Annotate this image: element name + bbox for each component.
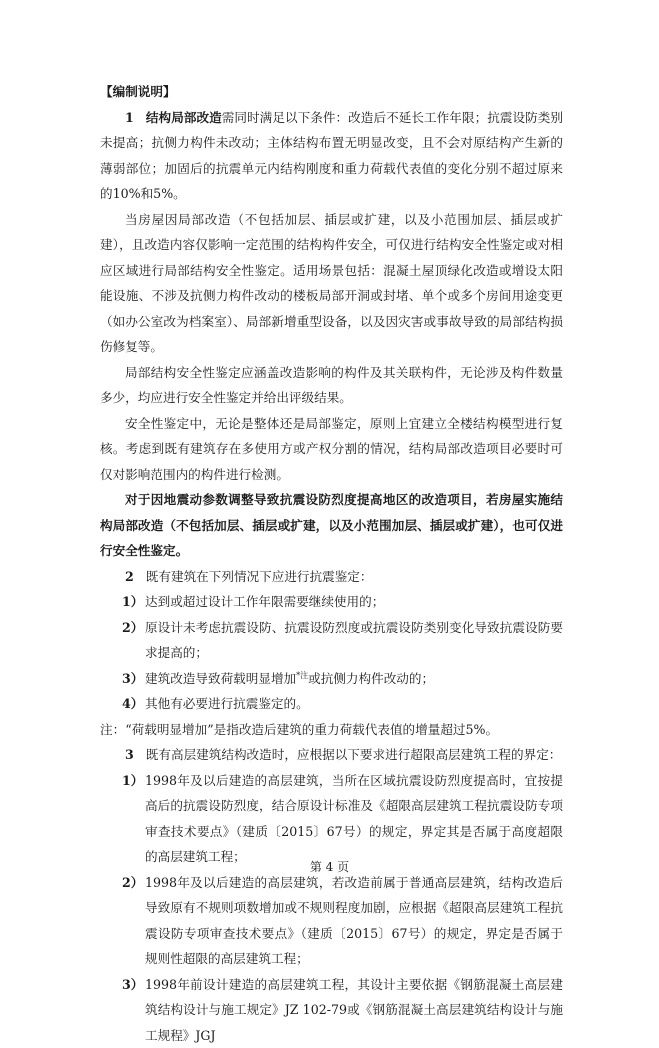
- list-text: 其他有必要进行抗震鉴定的。: [145, 696, 309, 711]
- list-number: 2）: [122, 870, 143, 896]
- list-number: 1）: [122, 768, 143, 794]
- clause-3: [100, 742, 563, 768]
- list-text: 达到或超过设计工作年限需要继续使用的；: [145, 594, 384, 609]
- list-item: [100, 666, 563, 692]
- list-item: [100, 589, 563, 615]
- list-number: 2）: [122, 615, 143, 641]
- clause-lead-term: 结构局部改造: [146, 110, 222, 125]
- list-number: 3）: [122, 666, 143, 692]
- clause-text: 既有高层建筑结构改造时，应根据以下要求进行超限高层建筑工程的界定：: [146, 747, 562, 762]
- paragraph-1: [100, 105, 563, 207]
- footnote-marker: *注: [296, 670, 308, 679]
- note: 注：“荷载明显增加”是指改造后建筑的重力荷载代表值的增量超过5%。: [100, 717, 563, 743]
- list-item: [100, 615, 563, 666]
- section-heading: 【编制说明】: [100, 79, 563, 105]
- list-number: 1）: [122, 589, 143, 615]
- clause-number: 3: [125, 747, 134, 762]
- page-content: [100, 79, 563, 1048]
- list-text: 1998年及以后建造的高层建筑，当所在区域抗震设防烈度提高时，宜按提高后的抗震设防烈度，结合原设计标准及《超限高层建筑工程抗震设防专项审查技术要点》（建质〔2015〕67号）的规定，界定其是否属于高度超限的高层建筑工程；: [145, 773, 563, 865]
- paragraph-5-bold: 对于因地震动参数调整导致抗震设防烈度提高地区的改造项目，若房屋实施结构局部改造（不包括加层、插层或扩建，以及小范围加层、插层或扩建），也可仅进行安全性鉴定。: [100, 487, 563, 564]
- page-number: 第 4 页: [0, 858, 659, 875]
- list-item: [100, 691, 563, 717]
- clause-number: 2: [125, 569, 134, 584]
- list-text: 建筑改造导致荷载明显增加: [145, 671, 296, 686]
- clause-text: 既有建筑在下列情况下应进行抗震鉴定：: [146, 569, 373, 584]
- list-text: 1998年前设计建造的高层建筑工程，其设计主要依据《钢筋混凝土高层建筑结构设计与施工规定》JZ 102-79或《钢筋混凝土高层建筑结构设计与施工规程》JGJ: [145, 977, 563, 1043]
- list-item: [100, 870, 563, 972]
- clause-number: 1: [125, 110, 134, 125]
- list-number: 4）: [122, 691, 143, 717]
- paragraph-3: 局部结构安全性鉴定应涵盖改造影响的构件及其关联构件，无论涉及构件数量多少，均应进行安全性鉴定并给出评级结果。: [100, 360, 563, 411]
- list-number: 3）: [122, 972, 143, 998]
- list-text: 1998年及以后建造的高层建筑，若改造前属于普通高层建筑，结构改造后导致原有不规则项数增加或不规则程度加剧，应根据《超限高层建筑工程抗震设防专项审查技术要点》（建质〔2015〕67号）的规定，界定是否属于规则性超限的高层建筑工程；: [145, 875, 563, 967]
- paragraph-4: 安全性鉴定中，无论是整体还是局部鉴定，原则上宜建立全楼结构模型进行复核。考虑到既有建筑存在多使用方或产权分割的情况，结构局部改造项目必要时可仅对影响范围内的构件进行检测。: [100, 411, 563, 488]
- list-item: [100, 768, 563, 870]
- clause-text: 需同时满足以下条件：改造后不延长工作年限；抗震设防类别未提高；抗侧力构件未改动；主体结构布置无明显改变，且不会对原结构产生新的薄弱部位；加固后的抗震单元内结构刚度和重力荷载代表值的变化分别不超过原来的10%和5%。: [100, 110, 563, 202]
- list-text: 原设计未考虑抗震设防、抗震设防烈度或抗震设防类别变化导致抗震设防要求提高的；: [145, 620, 563, 661]
- paragraph-2: 当房屋因局部改造（不包括加层、插层或扩建，以及小范围加层、插层或扩建），且改造内容仅影响一定范围的结构构件安全，可仅进行结构安全性鉴定或对相应区域进行局部结构安全性鉴定。适用场景包括：混凝土屋顶绿化改造或增设太阳能设施、不涉及抗侧力构件改动的楼板局部开洞或封堵、单个或多个房间用途变更（如办公室改为档案室）、局部新增重型设备，以及因灾害或事故导致的局部结构损伤修复等。: [100, 207, 563, 360]
- list-text: 或抗侧力构件改动的；: [308, 671, 434, 686]
- clause-2: [100, 564, 563, 590]
- list-item: [100, 972, 563, 1048]
